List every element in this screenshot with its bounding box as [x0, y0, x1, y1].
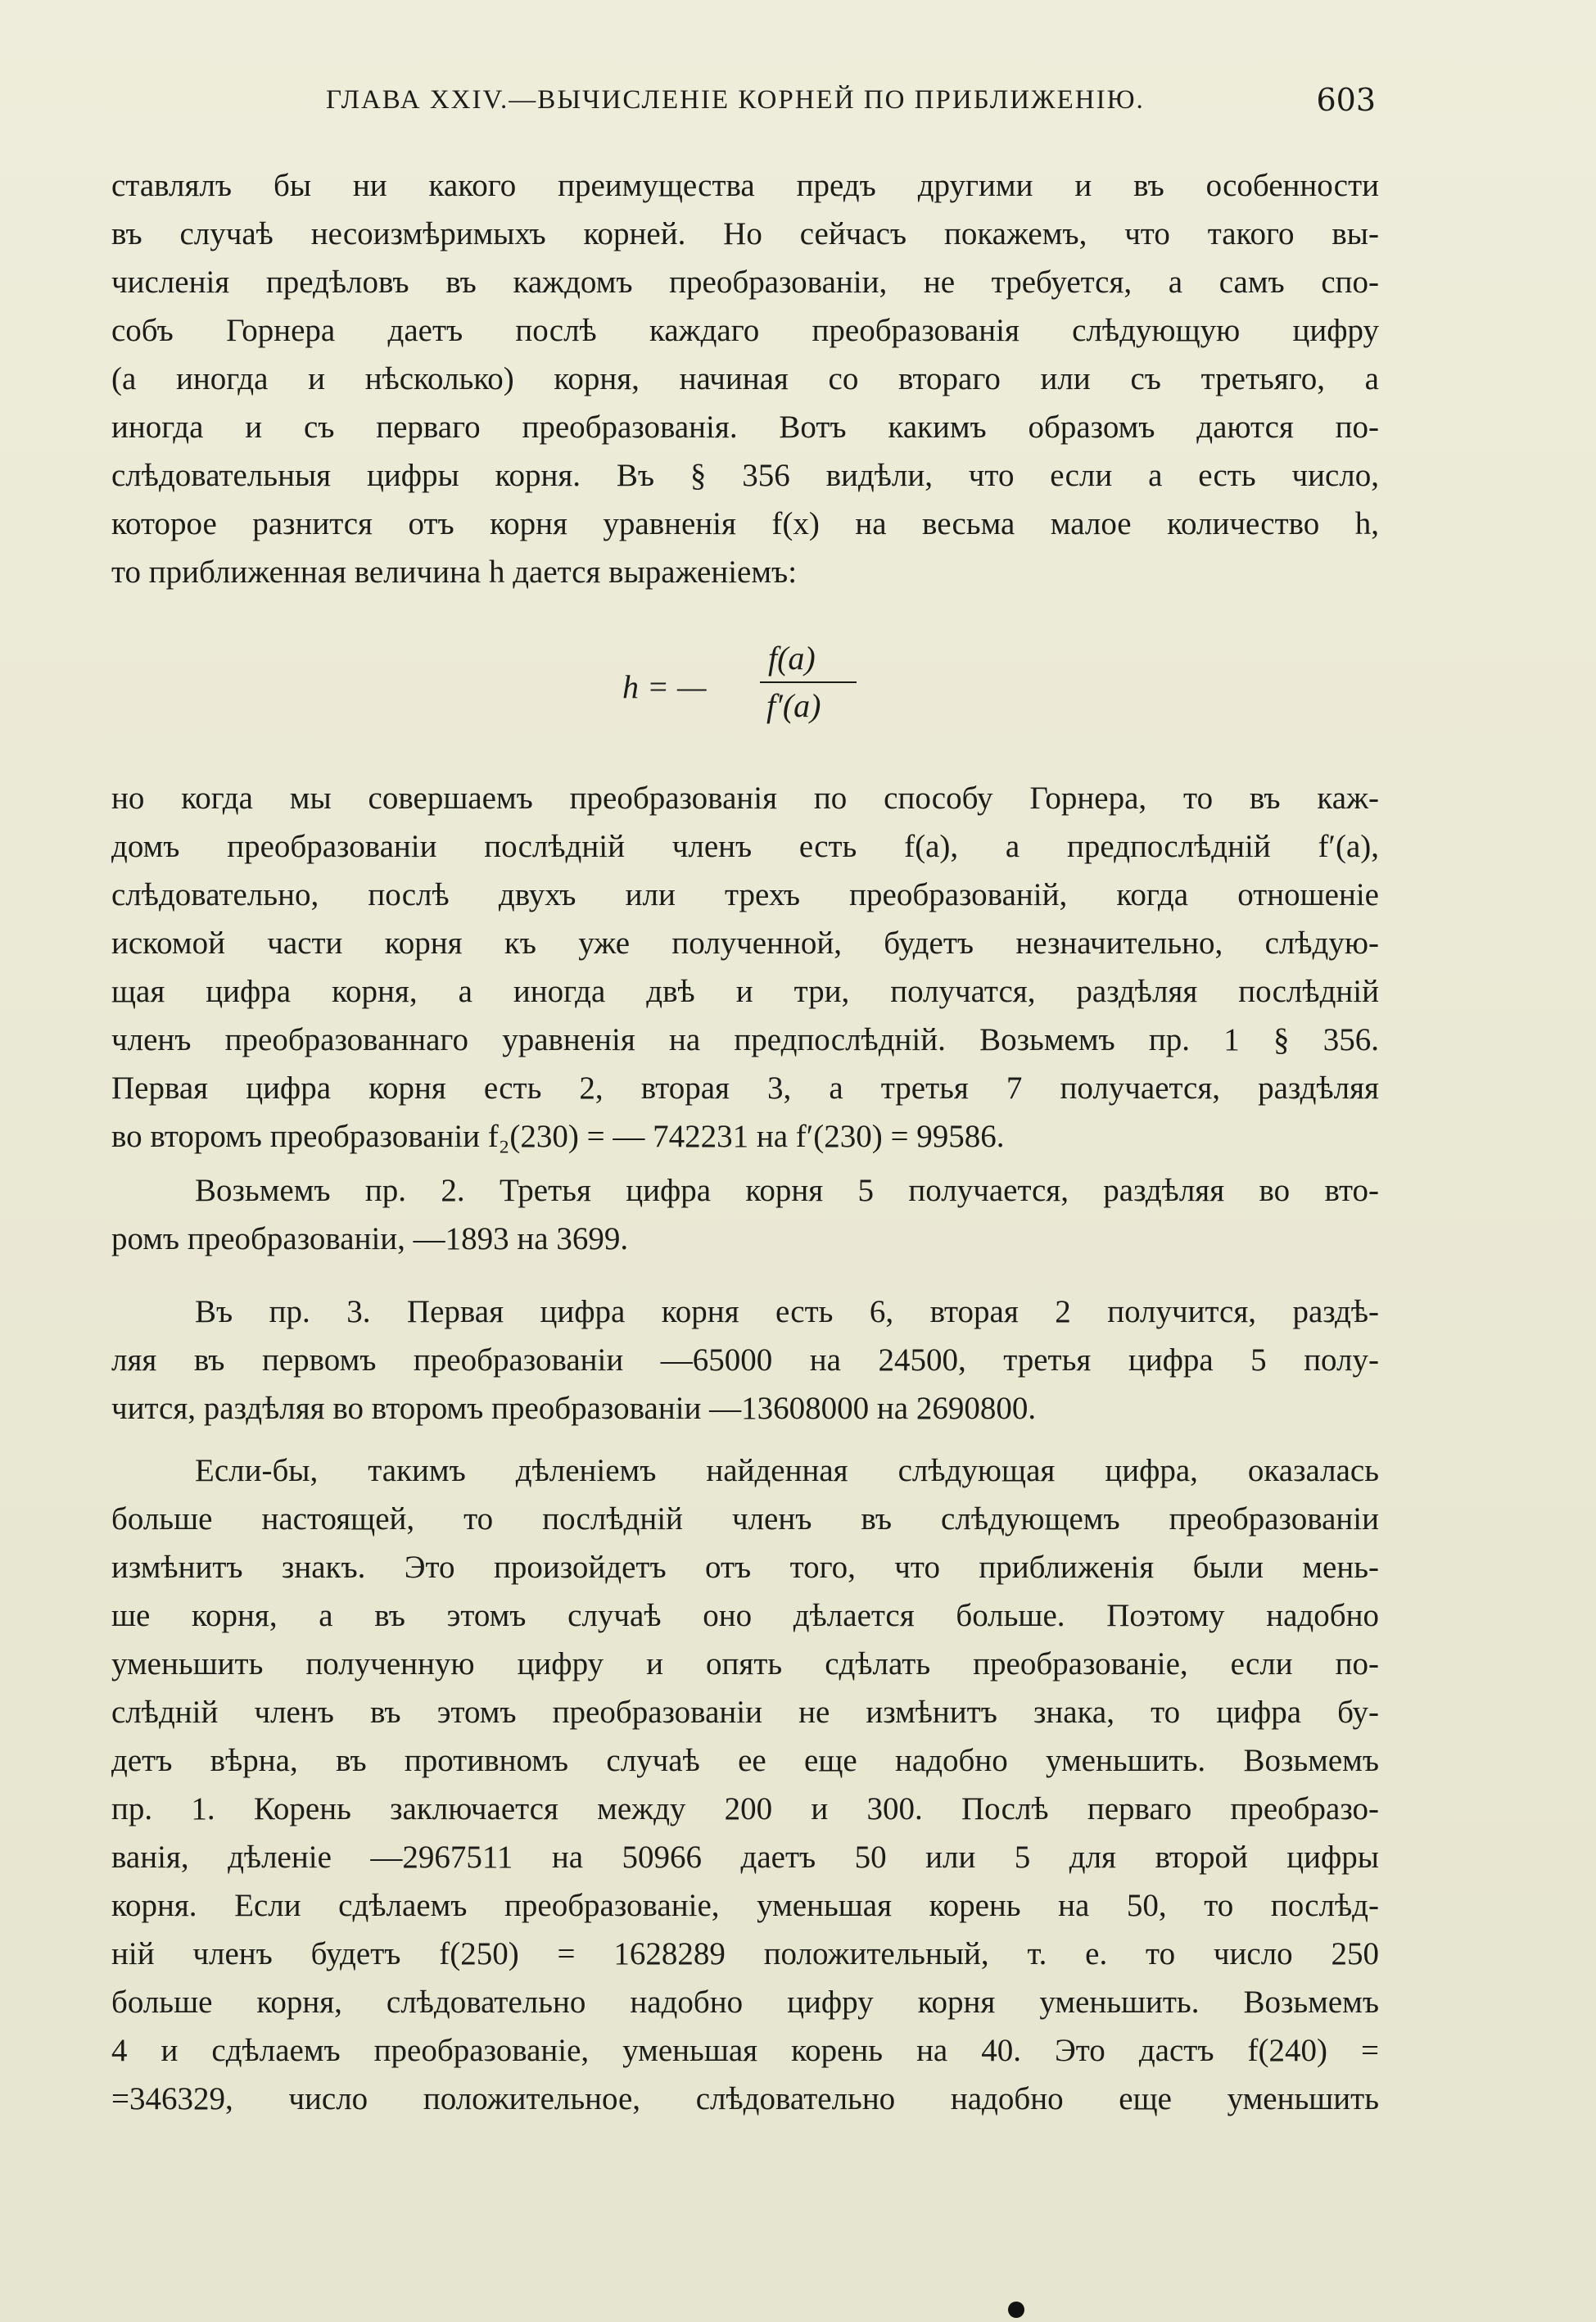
formula-lhs: h = —: [622, 668, 707, 705]
paragraph-2: [111, 774, 1379, 1161]
text-line: измѣнитъ знакъ. Это произойдетъ отъ того, что приближенія были мень-: [111, 1550, 1379, 1585]
text-line: Если-бы, такимъ дѣленіемъ найденная слѣдующая цифра, оказалась: [195, 1453, 1379, 1488]
running-title: ГЛАВА XXIV.—ВЫЧИСЛЕНІЕ КОРНЕЙ ПО ПРИБЛИЖЕНІЮ.: [326, 85, 1145, 115]
text-line: (а иногда и нѣсколько) корня, начиная со втораго или съ третьяго, а: [111, 361, 1379, 396]
text-line: ванія, дѣленіе —2967511 на 50966 даетъ 50 или 5 для второй цифры: [111, 1840, 1379, 1875]
page-header: [115, 82, 1376, 126]
page-number: 603: [1316, 82, 1376, 118]
text-line: въ случаѣ несоизмѣримыхъ корней. Но сейчасъ покажемъ, что такого вы-: [111, 216, 1379, 251]
formula-h: [622, 639, 901, 737]
text-line: =346329, число положительное, слѣдовательно надобно еще уменьшить: [111, 2081, 1379, 2116]
text-line: но когда мы совершаемъ преобразованія по способу Горнера, то въ каж-: [111, 781, 1379, 816]
text-line: слѣдній членъ въ этомъ преобразованіи не измѣнитъ знака, то цифра бу-: [111, 1695, 1379, 1730]
text-line: детъ вѣрна, въ противномъ случаѣ ее еще надобно уменьшить. Возьмемъ: [111, 1743, 1379, 1778]
text-line: уменьшить полученную цифру и опять сдѣлать преобразованіе, если по-: [111, 1646, 1379, 1682]
text-line: численія предѣловъ въ каждомъ преобразованіи, не требуется, а самъ спо-: [111, 265, 1379, 300]
text-line: Возьмемъ пр. 2. Третья цифра корня 5 получается, раздѣляя во вто-: [195, 1173, 1379, 1208]
text-line: слѣдовательныя цифры корня. Въ § 356 видѣли, что если a есть число,: [111, 458, 1379, 493]
paragraph-3: [111, 1166, 1379, 1263]
fraction-bar: [760, 681, 857, 683]
text-line: корня. Если сдѣлаемъ преобразованіе, уменьшая корень на 50, то послѣд-: [111, 1888, 1379, 1923]
text-line: ромъ преобразованіи, —1893 на 3699.: [111, 1221, 629, 1256]
formula-numerator: f(a): [768, 640, 816, 677]
text-line: ляя въ первомъ преобразованіи —65000 на 24500, третья цифра 5 полу-: [111, 1342, 1379, 1378]
formula-denominator: f′(a): [766, 687, 821, 724]
text-line: слѣдовательно, послѣ двухъ или трехъ преобразованій, когда отношеніе: [111, 877, 1379, 912]
text-line: Первая цифра корня есть 2, вторая 3, а третья 7 получается, раздѣляя: [111, 1070, 1379, 1106]
text-line: больше настоящей, то послѣдній членъ въ слѣдующемъ преобразованіи: [111, 1501, 1379, 1537]
text-line: то приближенная величина h дается выраженіемъ:: [111, 554, 798, 590]
text-line: ній членъ будетъ f(250) = 1628289 положительный, т. е. то число 250: [111, 1936, 1379, 1971]
text-line: чится, раздѣляя во второмъ преобразованіи —13608000 на 2690800.: [111, 1391, 1037, 1426]
text-line: ше корня, а въ этомъ случаѣ оно дѣлается больше. Поэтому надобно: [111, 1598, 1379, 1633]
text-line: 4 и сдѣлаемъ преобразованіе, уменьшая корень на 40. Это дастъ f(240) =: [111, 2033, 1379, 2068]
text-line: иногда и съ перваго преобразованія. Вотъ какимъ образомъ даются по-: [111, 410, 1379, 445]
text-line: ставлялъ бы ни какого преимущества предъ другими и въ особенности: [111, 168, 1379, 203]
text-line: членъ преобразованнаго уравненія на предпослѣдній. Возьмемъ пр. 1 § 356.: [111, 1022, 1379, 1057]
text-line: пр. 1. Корень заключается между 200 и 300. Послѣ перваго преобразо-: [111, 1791, 1379, 1826]
text-line: домъ преобразованіи послѣдній членъ есть f(a), а предпослѣдній f′(a),: [111, 829, 1379, 864]
paragraph-5: [111, 1446, 1379, 2123]
text-line: во второмъ преобразованіи f₂(230) = — 742231 на f′(230) = 99586.: [111, 1119, 1005, 1154]
text-line: щая цифра корня, а иногда двѣ и три, получатся, раздѣляя послѣдній: [111, 974, 1379, 1009]
paragraph-4: [111, 1288, 1379, 1433]
paragraph-1: [111, 161, 1379, 596]
text-line: которое разнится отъ корня уравненія f(x) на весьма малое количество h,: [111, 506, 1379, 541]
text-line: собъ Горнера даетъ послѣ каждаго преобразованія слѣдующую цифру: [111, 313, 1379, 348]
text-line: искомой части корня къ уже полученной, будетъ незначительно, слѣдую-: [111, 926, 1379, 961]
text-line: Въ пр. 3. Первая цифра корня есть 6, вторая 2 получится, раздѣ-: [195, 1294, 1379, 1329]
text-line: больше корня, слѣдовательно надобно цифру корня уменьшить. Возьмемъ: [111, 1985, 1379, 2020]
ink-dot: [1008, 2302, 1024, 2318]
